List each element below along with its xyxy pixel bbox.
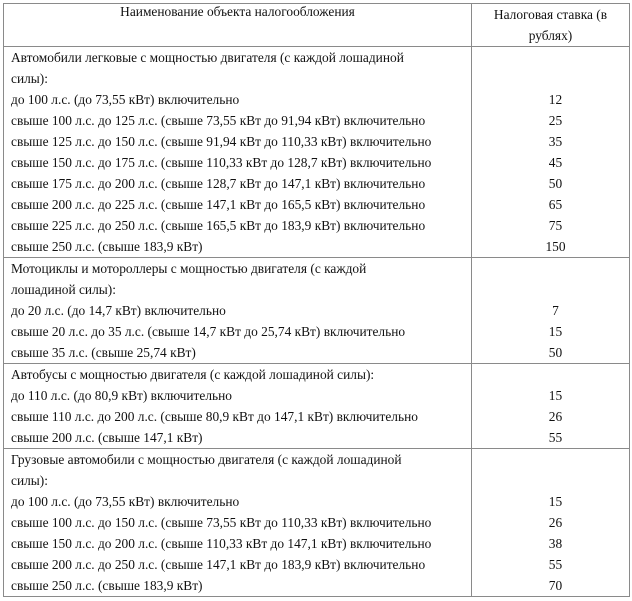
row-label: до 100 л.с. (до 73,55 кВт) включительно — [11, 494, 240, 509]
table-group-cars — [4, 47, 630, 258]
row-rate: 150 — [545, 239, 566, 254]
group-title: силы): — [11, 71, 48, 86]
group-rates-cell — [472, 449, 630, 597]
column-header-rate: Налоговая ставка (в рублях) — [472, 4, 630, 47]
row-label: свыше 35 л.с. (свыше 25,74 кВт) — [11, 345, 196, 360]
row-label: свыше 150 л.с. до 200 л.с. (свыше 110,33 кВт до 147,1 кВт) включительно — [11, 536, 432, 551]
row-rate: 50 — [548, 176, 563, 191]
row-rate: 70 — [548, 578, 563, 593]
row-label: свыше 100 л.с. до 125 л.с. (свыше 73,55 кВт до 91,94 кВт) включительно — [11, 113, 426, 128]
row-label: свыше 200 л.с. до 225 л.с. (свыше 147,1 кВт до 165,5 кВт) включительно — [11, 197, 426, 212]
group-labels-cell — [4, 449, 472, 597]
group-labels-cell — [4, 47, 472, 258]
row-rate: 75 — [548, 218, 563, 233]
row-label: свыше 200 л.с. (свыше 147,1 кВт) — [11, 430, 203, 445]
row-rate: 15 — [548, 388, 563, 403]
group-title: Мотоциклы и мотороллеры с мощностью двигателя (с каждой — [11, 261, 367, 276]
row-rate: 65 — [548, 197, 563, 212]
row-rate: 7 — [552, 303, 559, 318]
group-title: Грузовые автомобили с мощностью двигателя (с каждой лошадиной — [11, 452, 402, 467]
group-title: Автобусы с мощностью двигателя (с каждой лошадиной силы): — [11, 367, 375, 382]
group-rates-cell — [472, 47, 630, 258]
group-labels-cell — [4, 364, 472, 449]
group-rates-cell — [472, 258, 630, 364]
group-title: силы): — [11, 473, 48, 488]
row-label: до 100 л.с. (до 73,55 кВт) включительно — [11, 92, 240, 107]
table-group-trucks — [4, 449, 630, 597]
row-rate: 55 — [548, 430, 563, 445]
tax-rate-table — [3, 3, 630, 597]
row-label: свыше 125 л.с. до 150 л.с. (свыше 91,94 кВт до 110,33 кВт) включительно — [11, 134, 432, 149]
row-rate: 25 — [548, 113, 563, 128]
group-title: лошадиной силы): — [11, 282, 116, 297]
row-label: свыше 250 л.с. (свыше 183,9 кВт) — [11, 239, 203, 254]
row-label: свыше 150 л.с. до 175 л.с. (свыше 110,33 кВт до 128,7 кВт) включительно — [11, 155, 432, 170]
row-rate: 26 — [548, 515, 563, 530]
row-label: свыше 250 л.с. (свыше 183,9 кВт) — [11, 578, 203, 593]
row-rate: 35 — [548, 134, 563, 149]
table-group-buses — [4, 364, 630, 449]
row-rate: 55 — [548, 557, 563, 572]
row-rate: 15 — [548, 494, 563, 509]
row-label: свыше 100 л.с. до 150 л.с. (свыше 73,55 кВт до 110,33 кВт) включительно — [11, 515, 432, 530]
row-rate: 38 — [548, 536, 563, 551]
row-label: свыше 110 л.с. до 200 л.с. (свыше 80,9 кВт до 147,1 кВт) включительно — [11, 409, 418, 424]
row-label: до 110 л.с. (до 80,9 кВт) включительно — [11, 388, 233, 403]
group-rates-cell — [472, 364, 630, 449]
row-label: свыше 200 л.с. до 250 л.с. (свыше 147,1 кВт до 183,9 кВт) включительно — [11, 557, 426, 572]
table-header-row — [4, 4, 630, 47]
row-rate: 12 — [548, 92, 563, 107]
group-labels-cell — [4, 258, 472, 364]
table-group-motorcycles — [4, 258, 630, 364]
row-rate: 50 — [548, 345, 563, 360]
row-label: до 20 л.с. (до 14,7 кВт) включительно — [11, 303, 226, 318]
row-rate: 15 — [548, 324, 563, 339]
group-title: Автомобили легковые с мощностью двигателя (с каждой лошадиной — [11, 50, 404, 65]
row-label: свыше 175 л.с. до 200 л.с. (свыше 128,7 кВт до 147,1 кВт) включительно — [11, 176, 426, 191]
row-label: свыше 225 л.с. до 250 л.с. (свыше 165,5 кВт до 183,9 кВт) включительно — [11, 218, 426, 233]
row-rate: 26 — [548, 409, 563, 424]
row-label: свыше 20 л.с. до 35 л.с. (свыше 14,7 кВт до 25,74 кВт) включительно — [11, 324, 406, 339]
row-rate: 45 — [548, 155, 563, 170]
column-header-object: Наименование объекта налогообложения — [4, 4, 472, 47]
